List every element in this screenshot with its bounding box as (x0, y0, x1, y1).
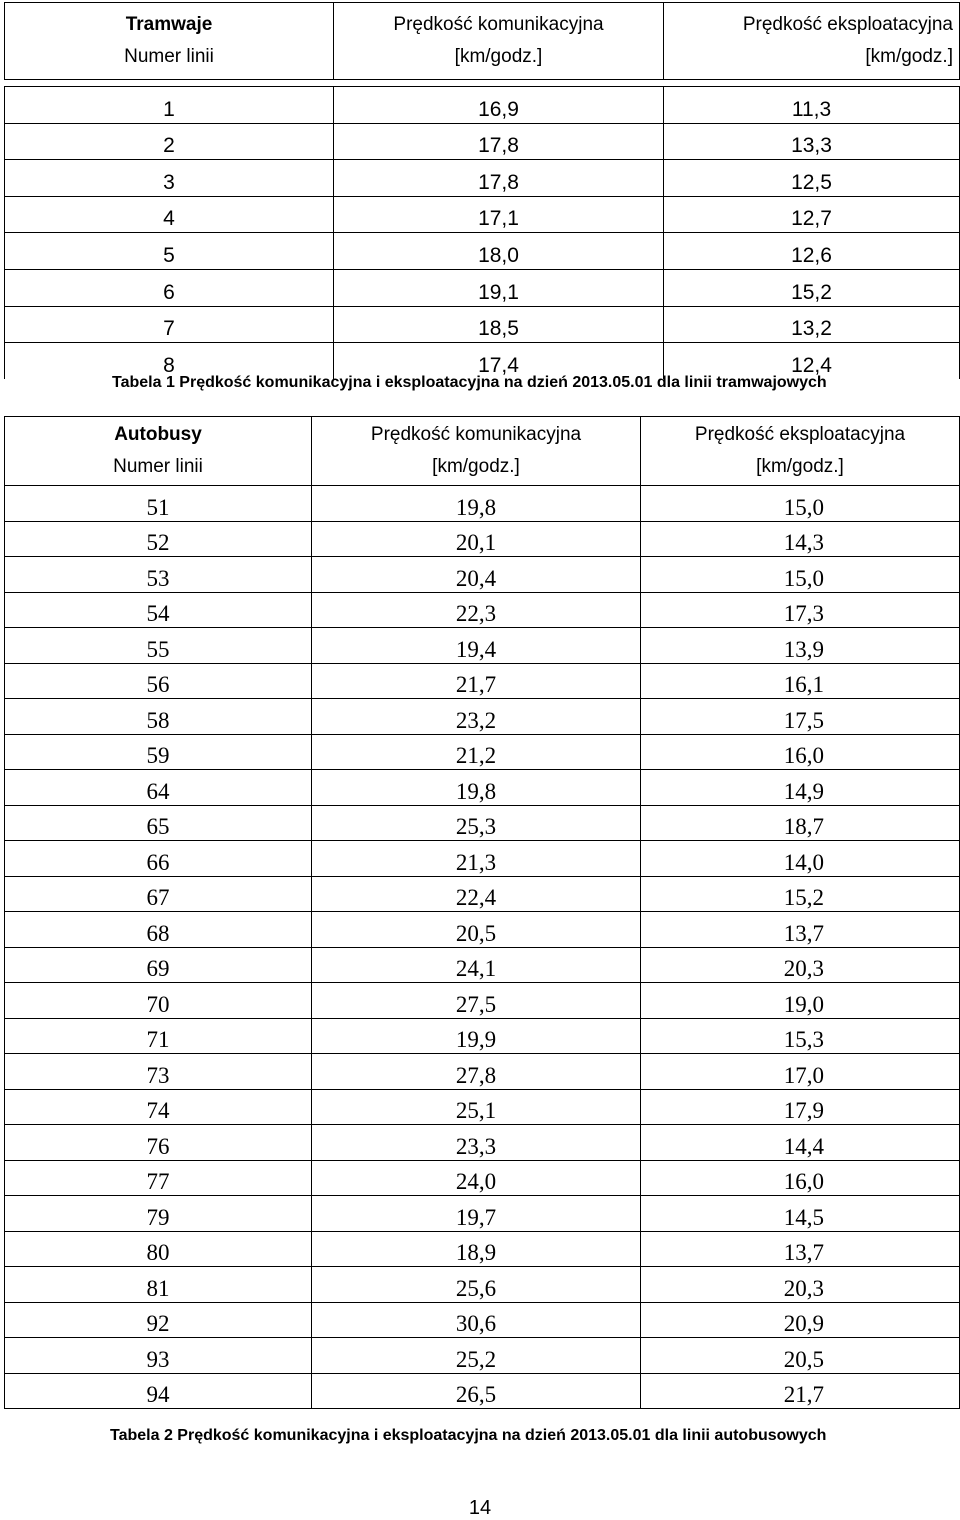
operating-speed-header (641, 417, 960, 486)
commercial-speed-cell: 18,9 (312, 1231, 641, 1267)
operating-speed-cell: 13,3 (664, 123, 960, 160)
operating-speed-cell: 13,7 (641, 1231, 960, 1267)
header-unit: [km/godz.] (756, 456, 844, 477)
table-row (5, 770, 960, 806)
commercial-speed-cell: 27,8 (312, 1054, 641, 1090)
line-number-cell: 51 (5, 486, 312, 522)
operating-speed-cell: 13,7 (641, 912, 960, 948)
table-row (5, 1196, 960, 1232)
line-number-cell: 52 (5, 521, 312, 557)
line-number-cell: 2 (5, 123, 334, 160)
table-row (5, 1302, 960, 1338)
commercial-speed-cell: 24,1 (312, 947, 641, 983)
table-row (5, 805, 960, 841)
operating-speed-cell: 17,5 (641, 699, 960, 735)
line-number-cell: 6 (5, 269, 334, 306)
commercial-speed-cell: 25,2 (312, 1338, 641, 1374)
commercial-speed-cell: 27,5 (312, 983, 641, 1019)
tram-line-header (5, 3, 334, 80)
line-number-cell: 65 (5, 805, 312, 841)
line-number-cell: 4 (5, 196, 334, 233)
line-number-cell: 56 (5, 663, 312, 699)
header-unit: [km/godz.] (432, 456, 520, 477)
table-row (5, 306, 960, 343)
table-row (5, 699, 960, 735)
commercial-speed-cell: 23,2 (312, 699, 641, 735)
commercial-speed-cell: 16,9 (334, 87, 664, 124)
header-unit: [km/godz.] (865, 46, 953, 67)
operating-speed-cell: 16,0 (641, 1160, 960, 1196)
operating-speed-cell: 15,2 (664, 269, 960, 306)
operating-speed-cell: 16,0 (641, 734, 960, 770)
commercial-speed-cell: 26,5 (312, 1373, 641, 1409)
commercial-speed-cell: 21,3 (312, 841, 641, 877)
line-number-cell: 81 (5, 1267, 312, 1303)
line-number-cell: 73 (5, 1054, 312, 1090)
commercial-speed-cell: 20,5 (312, 912, 641, 948)
line-number-cell: 76 (5, 1125, 312, 1161)
table-row (5, 947, 960, 983)
commercial-speed-cell: 18,0 (334, 233, 664, 270)
table-row (5, 734, 960, 770)
commercial-speed-cell: 25,1 (312, 1089, 641, 1125)
operating-speed-cell: 18,7 (641, 805, 960, 841)
tram-speed-table (4, 2, 960, 379)
spacer-cell (334, 80, 664, 87)
line-number-cell: 79 (5, 1196, 312, 1232)
commercial-speed-cell: 17,8 (334, 123, 664, 160)
table-row (5, 521, 960, 557)
table-row (5, 841, 960, 877)
table-row (5, 663, 960, 699)
table-row (5, 1267, 960, 1303)
header-subtitle: Numer linii (124, 46, 214, 67)
commercial-speed-cell: 24,0 (312, 1160, 641, 1196)
operating-speed-cell: 19,0 (641, 983, 960, 1019)
operating-speed-cell: 20,9 (641, 1302, 960, 1338)
commercial-speed-cell: 25,6 (312, 1267, 641, 1303)
line-number-cell: 70 (5, 983, 312, 1019)
table-row (5, 1338, 960, 1374)
commercial-speed-cell: 19,4 (312, 628, 641, 664)
operating-speed-cell: 14,9 (641, 770, 960, 806)
commercial-speed-cell: 21,2 (312, 734, 641, 770)
line-number-cell: 93 (5, 1338, 312, 1374)
operating-speed-cell: 12,5 (664, 160, 960, 197)
operating-speed-cell: 20,3 (641, 1267, 960, 1303)
operating-speed-cell: 17,0 (641, 1054, 960, 1090)
header-line: Prędkość komunikacyjna (393, 14, 604, 35)
operating-speed-cell: 14,5 (641, 1196, 960, 1232)
line-number-cell: 59 (5, 734, 312, 770)
table-row (5, 123, 960, 160)
commercial-speed-cell: 19,7 (312, 1196, 641, 1232)
table-row (5, 1054, 960, 1090)
commercial-speed-cell: 25,3 (312, 805, 641, 841)
line-number-cell: 77 (5, 1160, 312, 1196)
operating-speed-cell: 12,7 (664, 196, 960, 233)
line-number-cell: 64 (5, 770, 312, 806)
operating-speed-cell: 20,5 (641, 1338, 960, 1374)
table-row (5, 486, 960, 522)
header-subtitle: Numer linii (113, 456, 203, 477)
operating-speed-cell: 21,7 (641, 1373, 960, 1409)
line-number-cell: 5 (5, 233, 334, 270)
table-header-row (5, 417, 960, 486)
bus-line-header (5, 417, 312, 486)
operating-speed-cell: 12,6 (664, 233, 960, 270)
line-number-cell: 3 (5, 160, 334, 197)
commercial-speed-cell: 22,4 (312, 876, 641, 912)
table-row (5, 628, 960, 664)
line-number-cell: 54 (5, 592, 312, 628)
commercial-speed-cell: 30,6 (312, 1302, 641, 1338)
table-row (5, 557, 960, 593)
line-number-cell: 94 (5, 1373, 312, 1409)
line-number-cell: 58 (5, 699, 312, 735)
operating-speed-cell: 15,0 (641, 557, 960, 593)
operating-speed-cell: 13,9 (641, 628, 960, 664)
operating-speed-cell: 20,3 (641, 947, 960, 983)
line-number-cell: 8 (5, 343, 334, 379)
commercial-speed-cell: 17,1 (334, 196, 664, 233)
spacer-row (5, 80, 960, 87)
table1-caption: Tabela 1 Prędkość komunikacyjna i eksploatacyjna na dzień 2013.05.01 dla linii tramwajowych (112, 374, 827, 391)
header-line: Prędkość eksploatacyjna (694, 424, 906, 445)
commercial-speed-cell: 19,8 (312, 486, 641, 522)
table-row (5, 1089, 960, 1125)
commercial-speed-cell: 17,8 (334, 160, 664, 197)
header-title: Autobusy (114, 424, 202, 445)
commercial-speed-cell: 19,1 (334, 269, 664, 306)
operating-speed-cell: 16,1 (641, 663, 960, 699)
line-number-cell: 1 (5, 87, 334, 124)
table-row (5, 1231, 960, 1267)
commercial-speed-cell: 20,4 (312, 557, 641, 593)
table-row (5, 87, 960, 124)
commercial-speed-cell: 17,4 (334, 343, 664, 379)
commercial-speed-cell: 20,1 (312, 521, 641, 557)
table-row (5, 1018, 960, 1054)
table2-caption: Tabela 2 Prędkość komunikacyjna i eksploatacyjna na dzień 2013.05.01 dla linii autobusowych (110, 1427, 827, 1444)
operating-speed-cell: 14,0 (641, 841, 960, 877)
commercial-speed-cell: 19,9 (312, 1018, 641, 1054)
line-number-cell: 69 (5, 947, 312, 983)
bus-speed-table (4, 416, 960, 1409)
commercial-speed-cell: 22,3 (312, 592, 641, 628)
page-number: 14 (468, 1497, 492, 1519)
operating-speed-cell: 11,3 (664, 87, 960, 124)
line-number-cell: 74 (5, 1089, 312, 1125)
operating-speed-cell: 17,9 (641, 1089, 960, 1125)
header-line: Prędkość komunikacyjna (370, 424, 582, 445)
operating-speed-cell: 14,4 (641, 1125, 960, 1161)
commercial-speed-header (312, 417, 641, 486)
line-number-cell: 66 (5, 841, 312, 877)
line-number-cell: 71 (5, 1018, 312, 1054)
commercial-speed-header (334, 3, 664, 80)
operating-speed-cell: 13,2 (664, 306, 960, 343)
table-row (5, 1160, 960, 1196)
line-number-cell: 67 (5, 876, 312, 912)
operating-speed-cell: 17,3 (641, 592, 960, 628)
table-row (5, 1373, 960, 1409)
spacer-cell (5, 80, 334, 87)
line-number-cell: 92 (5, 1302, 312, 1338)
line-number-cell: 7 (5, 306, 334, 343)
table-header-row (5, 3, 960, 80)
table-row (5, 160, 960, 197)
operating-speed-cell: 15,3 (641, 1018, 960, 1054)
table-row (5, 912, 960, 948)
table-row (5, 592, 960, 628)
table-row (5, 1125, 960, 1161)
table-row (5, 983, 960, 1019)
header-unit: [km/godz.] (454, 46, 543, 67)
line-number-cell: 53 (5, 557, 312, 593)
operating-speed-cell: 15,2 (641, 876, 960, 912)
line-number-cell: 80 (5, 1231, 312, 1267)
header-title: Tramwaje (125, 14, 213, 35)
operating-speed-cell: 14,3 (641, 521, 960, 557)
operating-speed-header (664, 3, 960, 80)
line-number-cell: 55 (5, 628, 312, 664)
commercial-speed-cell: 18,5 (334, 306, 664, 343)
operating-speed-cell: 15,0 (641, 486, 960, 522)
commercial-speed-cell: 23,3 (312, 1125, 641, 1161)
table-row (5, 876, 960, 912)
table-row (5, 269, 960, 306)
commercial-speed-cell: 19,8 (312, 770, 641, 806)
operating-speed-cell: 12,4 (664, 343, 960, 379)
spacer-cell (664, 80, 960, 87)
header-line: Prędkość eksploatacyjna (742, 14, 953, 35)
line-number-cell: 68 (5, 912, 312, 948)
table-row (5, 196, 960, 233)
table-row (5, 233, 960, 270)
commercial-speed-cell: 21,7 (312, 663, 641, 699)
